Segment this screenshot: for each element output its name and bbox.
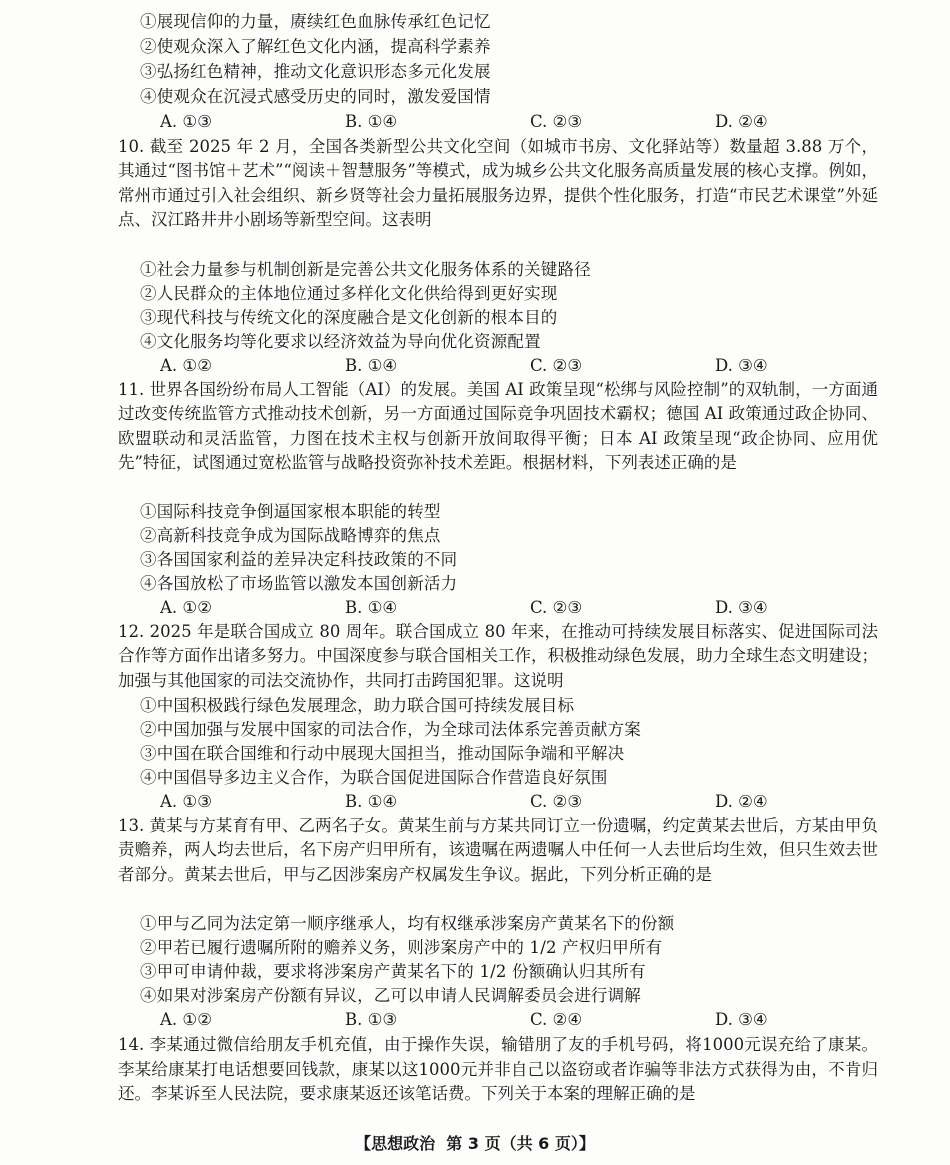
q13-stem: 13. 黄某与方某育有甲、乙两名子女。黄某生前与方某共同订立一份遗嘱，约定黄某去世后，方某由甲负责赡养，两人均去世后，名下房产归甲所有，该遗嘱在两遗嘱人中任何一人去世后均生效，但只生效去世者部分。黄某去世后，甲与乙因涉案房产权属发生争议。据此，下列分析正确的是 — [118, 816, 878, 884]
q10-statement-1: ①社会力量参与机制创新是完善公共文化服务体系的关键路径 — [140, 260, 591, 279]
q9-statement-4: ④使观众在沉浸式感受历史的同时，激发爱国情 — [140, 87, 491, 106]
q10-statement-3: ③现代科技与传统文化的深度融合是文化创新的根本目的 — [140, 308, 558, 327]
q10-statement-2: ②人民群众的主体地位通过多样化文化供给得到更好实现 — [140, 284, 558, 303]
q10-choice-a: A. ①② — [160, 356, 212, 375]
q13-statement-3: ③甲可申请仲裁，要求将涉案房产黄某名下的 1/2 份额确认归其所有 — [140, 962, 646, 981]
q12-choice-a: A. ①③ — [160, 792, 212, 811]
q11-choice-c: C. ②③ — [530, 598, 583, 617]
q11-statement-4: ④各国放松了市场监管以激发本国创新活力 — [140, 574, 458, 593]
q11-statement-3: ③各国国家利益的差异决定科技政策的不同 — [140, 550, 458, 569]
q10-choice-b: B. ①④ — [345, 356, 398, 375]
q13-choice-a: A. ①② — [160, 1010, 212, 1029]
q9-choice-d: D. ②④ — [715, 112, 768, 131]
q9-statement-2: ②使观众深入了解红色文化内涵，提高科学素养 — [140, 37, 491, 56]
q13-statement-4: ④如果对涉案房产份额有异议，乙可以申请人民调解委员会进行调解 — [140, 986, 641, 1005]
q12-statement-1: ①中国积极践行绿色发展理念，助力联合国可持续发展目标 — [140, 696, 575, 715]
q12-statement-4: ④中国倡导多边主义合作，为联合国促进国际合作营造良好氛围 — [140, 768, 608, 787]
q13-statement-1: ①甲与乙同为法定第一顺序继承人，均有权继承涉案房产黄某名下的份额 — [140, 914, 675, 933]
q10-stem: 10. 截至 2025 年 2 月，全国各类新型公共文化空间（如城市书房、文化驿站等）数量超 3.88 万个，其通过“图书馆＋艺术”“阅读＋智慧服务”等模式，成为城乡公共文化服务高质量发展的核心支撑。例如，常州市通过引入社会组织、新乡贤等社会力量拓展服务边界，提供个性化服务，打造“市民艺术课堂”外延点、汉江路井井小剧场等新型空间。这表明 — [118, 137, 878, 229]
q13-choice-b: B. ①③ — [345, 1010, 398, 1029]
q13-choice-c: C. ②④ — [530, 1010, 583, 1029]
q9-choice-b: B. ①④ — [345, 112, 398, 131]
q10-choice-d: D. ③④ — [715, 356, 768, 375]
footer-subject: 【思想政治 — [355, 1134, 436, 1153]
q9-choice-c: C. ②③ — [530, 112, 583, 131]
q12-stem: 12. 2025 年是联合国成立 80 周年。联合国成立 80 年来，在推动可持续发展目标落实、促进国际司法合作等方面作出诸多努力。中国深度参与联合国相关工作，积极推动绿色发展，助力全球生态文明建设；加强与其他国家的司法交流协作，共同打击跨国犯罪。这说明 — [118, 622, 878, 690]
q11-stem: 11. 世界各国纷纷布局人工智能（AI）的发展。美国 AI 政策呈现“松绑与风险控制”的双轨制，一方面通过改变传统监管方式推动技术创新，另一方面通过国际竞争巩固技术霸权；德国 AI 政策通过政企协同、欧盟联动和灵活监管，力图在技术主权与创新开放间取得平衡；日本 AI 政策呈现“政企协同、应用优先”特征，试图通过宽松监管与战略投资弥补技术差距。根据材料，下列表述正确的是 — [118, 380, 878, 472]
q12-choice-c: C. ②③ — [530, 792, 583, 811]
q14-stem: 14. 李某通过微信给朋友手机充值，由于操作失误，输错朋了友的手机号码，将1000元误充给了康某。李某给康某打电话想要回钱款，康某以这1000元并非自己以盗窃或者诈骗等非法方式获得为由，不肯归还。李某诉至人民法院，要求康某返还该笔话费。下列关于本案的理解正确的是 — [118, 1035, 878, 1103]
q13-statement-2: ②甲若已履行遗嘱所附的赡养义务，则涉案房产中的 1/2 产权归甲所有 — [140, 938, 663, 957]
q12-choice-d: D. ②④ — [715, 792, 768, 811]
q11-choice-b: B. ①④ — [345, 598, 398, 617]
q12-statement-3: ③中国在联合国维和行动中展现大国担当，推动国际争端和平解决 — [140, 744, 625, 763]
q11-statement-2: ②高新科技竞争成为国际战略博弈的焦点 — [140, 526, 441, 545]
q13-choice-d: D. ③④ — [715, 1010, 768, 1029]
q10-choice-c: C. ②③ — [530, 356, 583, 375]
q12-statement-2: ②中国加强与发展中国家的司法合作，为全球司法体系完善贡献方案 — [140, 720, 641, 739]
q9-statement-3: ③弘扬红色精神，推动文化意识形态多元化发展 — [140, 62, 491, 81]
footer-page-number: 第 3 页（共 6 页）】 — [446, 1134, 595, 1153]
q9-statement-1: ①展现信仰的力量，赓续红色血脉传承红色记忆 — [140, 12, 491, 31]
page-footer — [0, 1131, 950, 1154]
q10-statement-4: ④文化服务均等化要求以经济效益为导向优化资源配置 — [140, 332, 541, 351]
q12-choice-b: B. ①④ — [345, 792, 398, 811]
q9-choice-a: A. ①③ — [160, 112, 212, 131]
q11-choice-a: A. ①② — [160, 598, 212, 617]
q11-choice-d: D. ③④ — [715, 598, 768, 617]
q11-statement-1: ①国际科技竞争倒逼国家根本职能的转型 — [140, 502, 441, 521]
